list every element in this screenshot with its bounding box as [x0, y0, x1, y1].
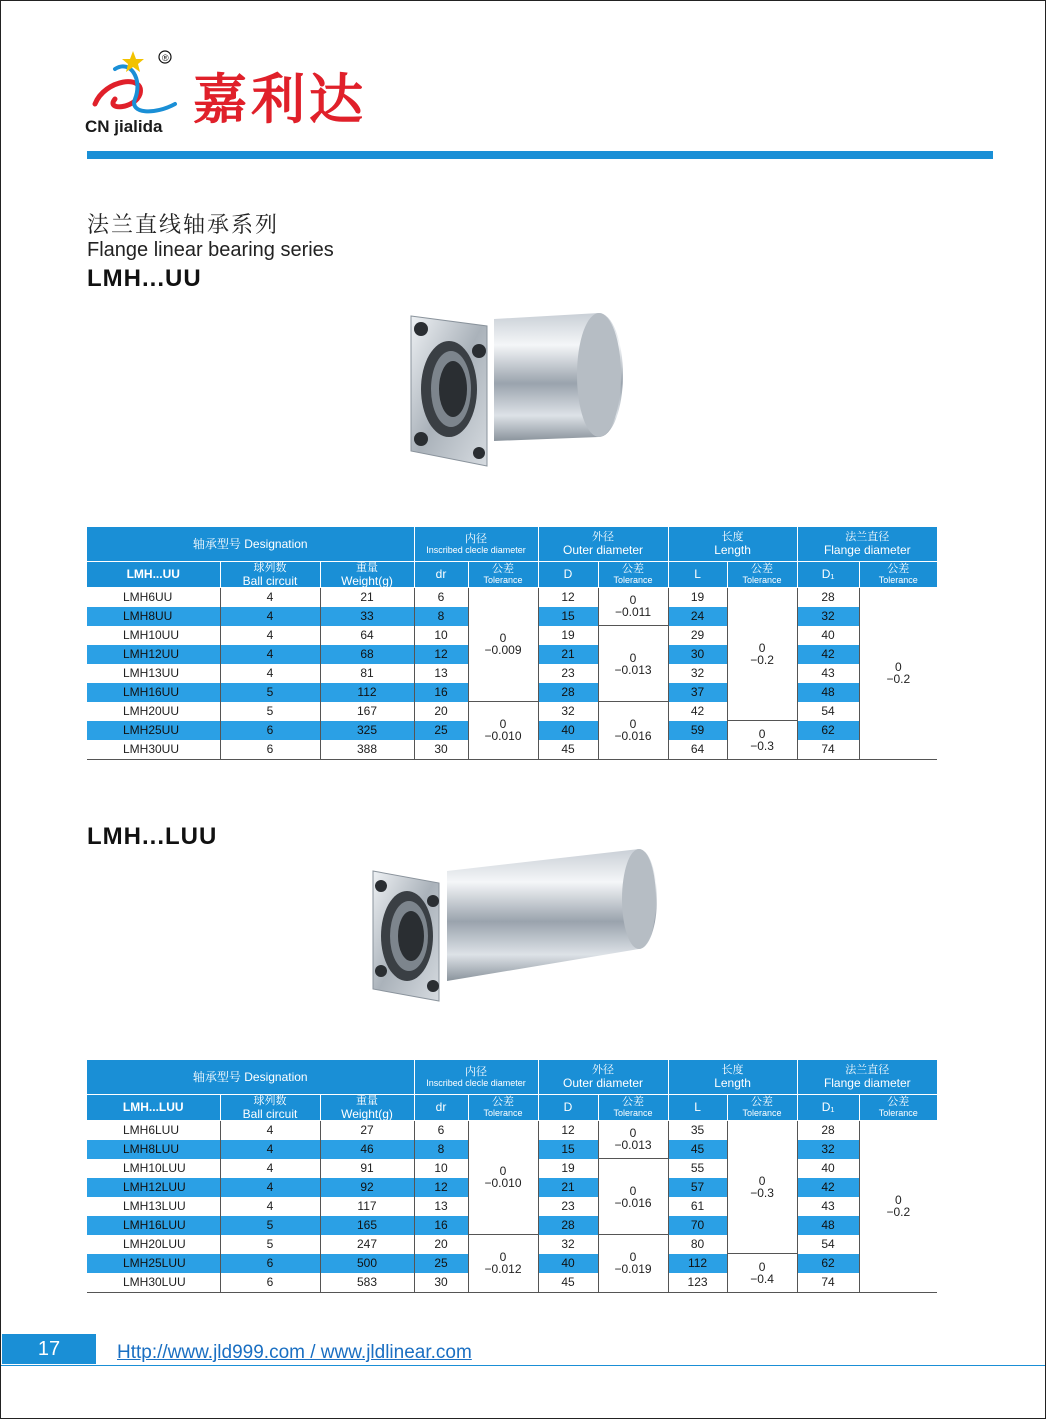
table-cell: 4	[220, 1120, 320, 1140]
table-cell: 4	[220, 1197, 320, 1216]
header-flange: 法兰直径 Flange diameter	[797, 1060, 937, 1094]
header-L: L	[668, 1094, 727, 1120]
table-cell: 62	[797, 721, 859, 740]
header-series: LMH...UU	[87, 561, 220, 587]
table-cell: 25	[414, 1254, 468, 1273]
table-cell: 45	[668, 1140, 727, 1159]
table-cell: 32	[797, 1140, 859, 1159]
table-row	[87, 1120, 937, 1140]
header-tol: 公差 Tolerance	[598, 1094, 668, 1120]
table-cell: 13	[414, 1197, 468, 1216]
table-cell: 123	[668, 1273, 727, 1293]
table-cell: 117	[320, 1197, 414, 1216]
table-cell: 16	[414, 1216, 468, 1235]
header-ball: 球列数 Ball circuit	[220, 1094, 320, 1120]
bearing-photo-luu	[367, 841, 662, 1006]
table-cell: 54	[797, 702, 859, 721]
table-cell: LMH30LUU	[87, 1273, 220, 1293]
table-cell: 92	[320, 1178, 414, 1197]
table-cell: 27	[320, 1120, 414, 1140]
table-cell: 8	[414, 607, 468, 626]
tol-D-3: 0 −0.019	[598, 1235, 668, 1293]
table-cell: 6	[220, 1273, 320, 1293]
table-cell: LMH12LUU	[87, 1178, 220, 1197]
tol-D-3: 0 −0.016	[598, 702, 668, 760]
table-cell: LMH6LUU	[123, 1123, 180, 1137]
header-outer: 外径 Outer diameter	[538, 527, 668, 561]
header-dr: dr	[414, 1094, 468, 1120]
header-series: LMH...LUU	[87, 1094, 220, 1120]
table-cell: 62	[797, 1254, 859, 1273]
table-cell: 68	[320, 645, 414, 664]
table-cell: 5	[220, 683, 320, 702]
table-cell: 23	[538, 664, 598, 683]
table-cell: 4	[220, 626, 320, 645]
table-cell: 21	[538, 645, 598, 664]
table-cell: 8	[414, 1140, 468, 1159]
table-cell: 32	[538, 1235, 598, 1254]
table-cell: 57	[668, 1178, 727, 1197]
table-cell: 40	[797, 1159, 859, 1178]
table-cell: 12	[414, 1178, 468, 1197]
table-cell: 28	[538, 683, 598, 702]
header-tol: 公差 Tolerance	[859, 561, 937, 587]
header-inscribed: 内径 Inscribed clecle diameter	[414, 527, 538, 561]
registered-mark: ®	[162, 53, 169, 63]
table-cell: 6	[414, 1120, 468, 1140]
page-title-cn: 法兰直线轴承系列	[87, 212, 280, 237]
table-cell: 54	[797, 1235, 859, 1254]
table-cell: 74	[797, 740, 859, 760]
table-cell: 42	[797, 1178, 859, 1197]
header-tol: 公差 Tolerance	[727, 561, 797, 587]
header-tol: 公差 Tolerance	[859, 1094, 937, 1120]
table-cell: 15	[538, 607, 598, 626]
spec-table-luu	[87, 1060, 937, 1293]
header-tol: 公差 Tolerance	[468, 1094, 538, 1120]
table-cell: 20	[414, 702, 468, 721]
table-cell: 6	[414, 587, 468, 607]
table-cell: 165	[320, 1216, 414, 1235]
spec-table-uu	[87, 527, 937, 760]
header-outer: 外径 Outer diameter	[538, 1060, 668, 1094]
header-weight: 重量 Weight(g)	[320, 561, 414, 587]
table-cell: LMH20UU	[123, 704, 180, 718]
tol-D1-1: 0 −0.2	[859, 1120, 937, 1292]
header-tol: 公差 Tolerance	[727, 1094, 797, 1120]
table-cell: 4	[220, 607, 320, 626]
table-cell: 4	[220, 664, 320, 683]
table-cell: 30	[414, 740, 468, 760]
table-cell: LMH30UU	[87, 740, 220, 760]
tol-D-2: 0 −0.016	[598, 1159, 668, 1235]
table-cell: 28	[797, 1120, 859, 1140]
table-cell: LMH20LUU	[123, 1237, 186, 1251]
table-cell: 23	[538, 1197, 598, 1216]
table-cell: LMH10UU	[123, 628, 180, 642]
table-cell: 21	[320, 587, 414, 607]
page-title-en: Flange linear bearing series	[87, 239, 334, 261]
table-cell: 6	[220, 740, 320, 760]
header-ball: 球列数 Ball circuit	[220, 561, 320, 587]
website-link[interactable]: Http://www.jld999.com / www.jldlinear.com	[117, 1342, 472, 1363]
table-cell: 91	[320, 1159, 414, 1178]
table-cell: 4	[220, 587, 320, 607]
table-cell: 24	[668, 607, 727, 626]
header-D1: D₁	[797, 561, 859, 587]
table-cell: 12	[538, 587, 598, 607]
table-cell: 30	[668, 645, 727, 664]
table-cell: 46	[320, 1140, 414, 1159]
footer-divider	[1, 1365, 1045, 1366]
tol-D-1: 0 −0.013	[598, 1120, 668, 1159]
tol-dr-2: 0 −0.012	[468, 1235, 538, 1293]
table-cell: 30	[414, 1273, 468, 1293]
table-cell: 13	[414, 664, 468, 683]
table-cell: 55	[668, 1159, 727, 1178]
table-cell: 500	[320, 1254, 414, 1273]
table-cell: 20	[414, 1235, 468, 1254]
table-cell: 48	[797, 683, 859, 702]
table-cell: 4	[220, 1178, 320, 1197]
tol-D-2: 0 −0.013	[598, 626, 668, 702]
page-number: 17	[2, 1334, 96, 1364]
table-cell: 6	[220, 721, 320, 740]
table-cell: 64	[668, 740, 727, 760]
brand-name-en: CN jialida	[85, 117, 163, 136]
table-cell: LMH12UU	[87, 645, 220, 664]
table-cell: LMH16UU	[87, 683, 220, 702]
header-designation: 轴承型号 Designation	[87, 1060, 414, 1094]
table-cell: 74	[797, 1273, 859, 1293]
table-cell: 25	[414, 721, 468, 740]
table-cell: 4	[220, 1159, 320, 1178]
table-cell: 35	[668, 1120, 727, 1140]
table-cell: 28	[797, 587, 859, 607]
table-cell: 16	[414, 683, 468, 702]
table-cell: 64	[320, 626, 414, 645]
header-dr: dr	[414, 561, 468, 587]
table-row	[87, 1235, 937, 1254]
table-cell: 247	[320, 1235, 414, 1254]
header-D1: D₁	[797, 1094, 859, 1120]
table-cell: 112	[320, 683, 414, 702]
table-cell: 40	[538, 721, 598, 740]
brand-name-cn: 嘉利达	[193, 67, 367, 131]
table-cell: 81	[320, 664, 414, 683]
table-cell: LMH13UU	[123, 666, 180, 680]
tol-L-1: 0 −0.3	[727, 1120, 797, 1254]
table-cell: LMH25UU	[87, 721, 220, 740]
header-weight: 重量 Weight(g)	[320, 1094, 414, 1120]
table-cell: 10	[414, 626, 468, 645]
table-cell: 15	[538, 1140, 598, 1159]
table-cell: 6	[220, 1254, 320, 1273]
tol-L-1: 0 −0.2	[727, 587, 797, 721]
table-cell: 19	[668, 587, 727, 607]
table-cell: 45	[538, 1273, 598, 1293]
header-L: L	[668, 561, 727, 587]
table-cell: 45	[538, 740, 598, 760]
header-tol: 公差 Tolerance	[598, 561, 668, 587]
table-cell: 4	[220, 1140, 320, 1159]
table-row	[87, 702, 937, 721]
header-designation: 轴承型号 Designation	[87, 527, 414, 561]
table-cell: 19	[538, 626, 598, 645]
table-cell: 10	[414, 1159, 468, 1178]
table-cell: 43	[797, 664, 859, 683]
table-cell: 32	[797, 607, 859, 626]
table-cell: LMH16LUU	[87, 1216, 220, 1235]
table-cell: 80	[668, 1235, 727, 1254]
table-cell: 5	[220, 702, 320, 721]
tol-L-2: 0 −0.3	[727, 721, 797, 760]
table-cell: 29	[668, 626, 727, 645]
header-D: D	[538, 561, 598, 587]
table-cell: 61	[668, 1197, 727, 1216]
table-cell: 12	[414, 645, 468, 664]
bearing-photo-uu	[399, 301, 629, 471]
table-cell: LMH25LUU	[87, 1254, 220, 1273]
table-cell: 37	[668, 683, 727, 702]
table-cell: LMH13LUU	[123, 1199, 186, 1213]
series-title-luu: LMH...LUU	[87, 823, 218, 850]
header-length: 长度 Length	[668, 527, 797, 561]
table-cell: 325	[320, 721, 414, 740]
table-cell: 5	[220, 1235, 320, 1254]
table-cell: 4	[220, 645, 320, 664]
table-cell: 167	[320, 702, 414, 721]
tol-dr-1: 0 −0.010	[468, 1120, 538, 1235]
brand-logo	[85, 49, 385, 139]
table-cell: 28	[538, 1216, 598, 1235]
table-cell: LMH6UU	[123, 590, 173, 604]
table-cell: 32	[538, 702, 598, 721]
table-cell: LMH10LUU	[123, 1161, 186, 1175]
table-cell: 48	[797, 1216, 859, 1235]
header-divider	[87, 151, 993, 159]
table-cell: 5	[220, 1216, 320, 1235]
tol-D1-1: 0 −0.2	[859, 587, 937, 759]
table-cell: 40	[538, 1254, 598, 1273]
table-cell: 42	[797, 645, 859, 664]
tol-dr-1: 0 −0.009	[468, 587, 538, 702]
table-cell: 40	[797, 626, 859, 645]
table-row	[87, 587, 937, 607]
header-flange: 法兰直径 Flange diameter	[797, 527, 937, 561]
series-title-uu: LMH...UU	[87, 265, 202, 292]
header-D: D	[538, 1094, 598, 1120]
tol-dr-2: 0 −0.010	[468, 702, 538, 760]
table-cell: 32	[668, 664, 727, 683]
header-tol: 公差 Tolerance	[468, 561, 538, 587]
table-cell: 388	[320, 740, 414, 760]
header-length: 长度 Length	[668, 1060, 797, 1094]
tol-L-2: 0 −0.4	[727, 1254, 797, 1293]
table-cell: 12	[538, 1120, 598, 1140]
table-cell: 59	[668, 721, 727, 740]
table-cell: LMH8UU	[87, 607, 220, 626]
table-cell: 33	[320, 607, 414, 626]
table-cell: 43	[797, 1197, 859, 1216]
table-cell: 112	[668, 1254, 727, 1273]
tol-D-1: 0 −0.011	[598, 587, 668, 626]
table-cell: 70	[668, 1216, 727, 1235]
table-cell: 583	[320, 1273, 414, 1293]
table-cell: 21	[538, 1178, 598, 1197]
table-cell: 42	[668, 702, 727, 721]
table-cell: LMH8LUU	[87, 1140, 220, 1159]
table-cell: 19	[538, 1159, 598, 1178]
header-inscribed: 内径 Inscribed clecle diameter	[414, 1060, 538, 1094]
